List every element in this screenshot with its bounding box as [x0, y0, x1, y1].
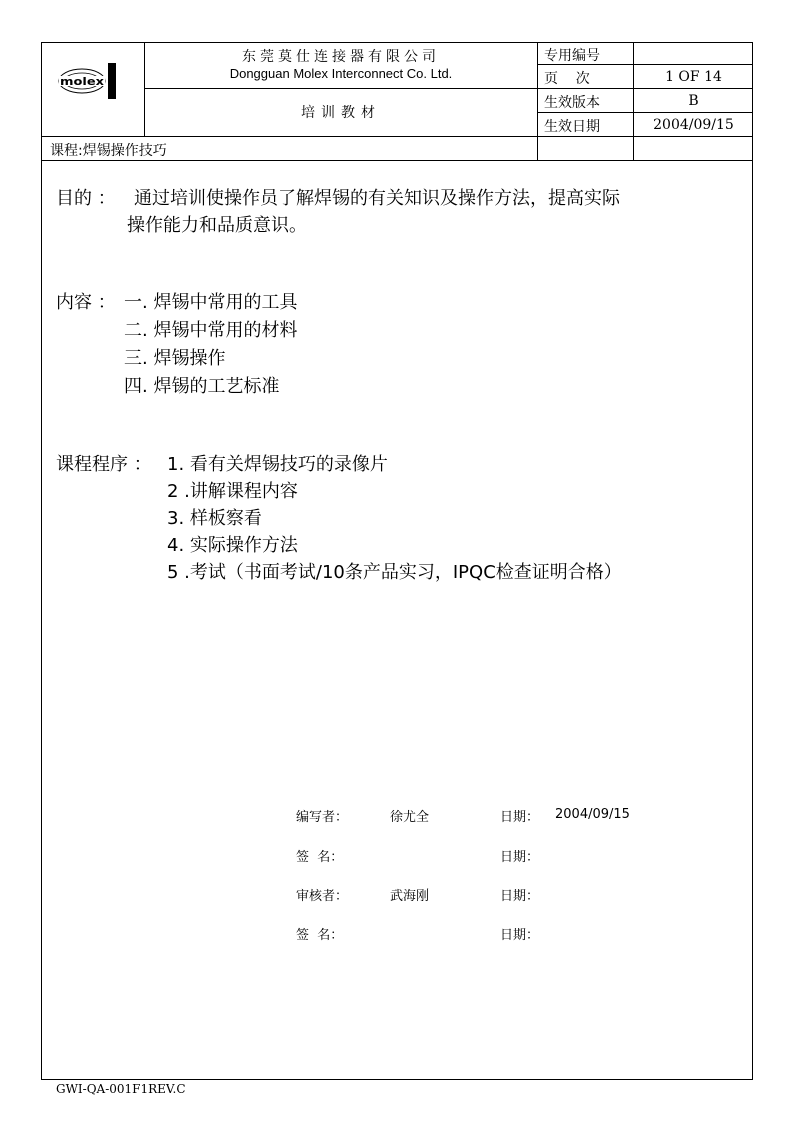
content-item: 一. 焊锡中常用的工具 — [124, 292, 298, 313]
molex-logo — [57, 61, 121, 101]
company-divider — [144, 88, 537, 89]
course-title: 课程:焊锡操作技巧 — [50, 143, 167, 159]
field-label-doc-number: 专用编号 — [544, 48, 600, 64]
author-label: 编写者： — [296, 810, 349, 825]
form-code-footer: GWI-QA-001F1REV.C — [56, 1082, 186, 1096]
author-signature-date-label: 日期： — [500, 850, 540, 865]
company-name-en: Dongguan Molex Interconnect Co. Ltd. — [229, 66, 453, 81]
field-label-version: 生效版本 — [544, 95, 600, 111]
author-signature-label: 签 名： — [296, 850, 344, 865]
field-label-effective-date: 生效日期 — [544, 119, 600, 135]
purpose-line-1: 通过培训使操作员了解焊锡的有关知识及操作方法，提高实际 — [134, 188, 620, 209]
svg-text:molex: molex — [60, 75, 104, 88]
document-type: 培训教材 — [301, 105, 381, 121]
procedure-item: 4. 实际操作方法 — [167, 535, 298, 556]
label-column-divider — [537, 42, 538, 160]
procedure-item: 5 .考试（书面考试/10条产品实习，IPQC检查证明合格） — [167, 562, 622, 583]
content-item: 二. 焊锡中常用的材料 — [124, 320, 298, 341]
course-row-divider — [41, 160, 753, 161]
purpose-line-2: 操作能力和品质意识。 — [127, 215, 307, 236]
content-label: 内容 ： — [56, 292, 116, 313]
author-date: 2004/09/15 — [555, 807, 630, 822]
author-name: 徐尤全 — [390, 810, 430, 825]
header-divider — [41, 136, 753, 137]
content-item: 四. 焊锡的工艺标准 — [124, 376, 280, 397]
procedure-item: 3. 样板察看 — [167, 508, 262, 529]
field-label-page: 页 次 — [544, 71, 590, 87]
procedure-item: 1. 看有关焊锡技巧的录像片 — [167, 454, 388, 475]
reviewer-signature-date-label: 日期： — [500, 928, 540, 943]
content-item: 三. 焊锡操作 — [124, 348, 226, 369]
field-value-version: B — [688, 93, 699, 109]
reviewer-name: 武海刚 — [390, 889, 430, 904]
procedure-label: 课程程序 ： — [56, 454, 152, 475]
field-divider-3 — [537, 112, 753, 113]
procedure-item: 2 .讲解课程内容 — [167, 481, 298, 502]
field-value-effective-date: 2004/09/15 — [653, 117, 734, 133]
company-name-cn: 东莞莫仕连接器有限公司 — [242, 49, 440, 65]
reviewer-date-label: 日期： — [500, 889, 540, 904]
field-divider-2 — [537, 88, 753, 89]
field-value-page: 1 OF 14 — [665, 69, 722, 85]
reviewer-signature-label: 签 名： — [296, 928, 344, 943]
purpose-label: 目的 ： — [56, 188, 116, 209]
reviewer-label: 审核者： — [296, 889, 349, 904]
author-date-label: 日期： — [500, 810, 540, 825]
